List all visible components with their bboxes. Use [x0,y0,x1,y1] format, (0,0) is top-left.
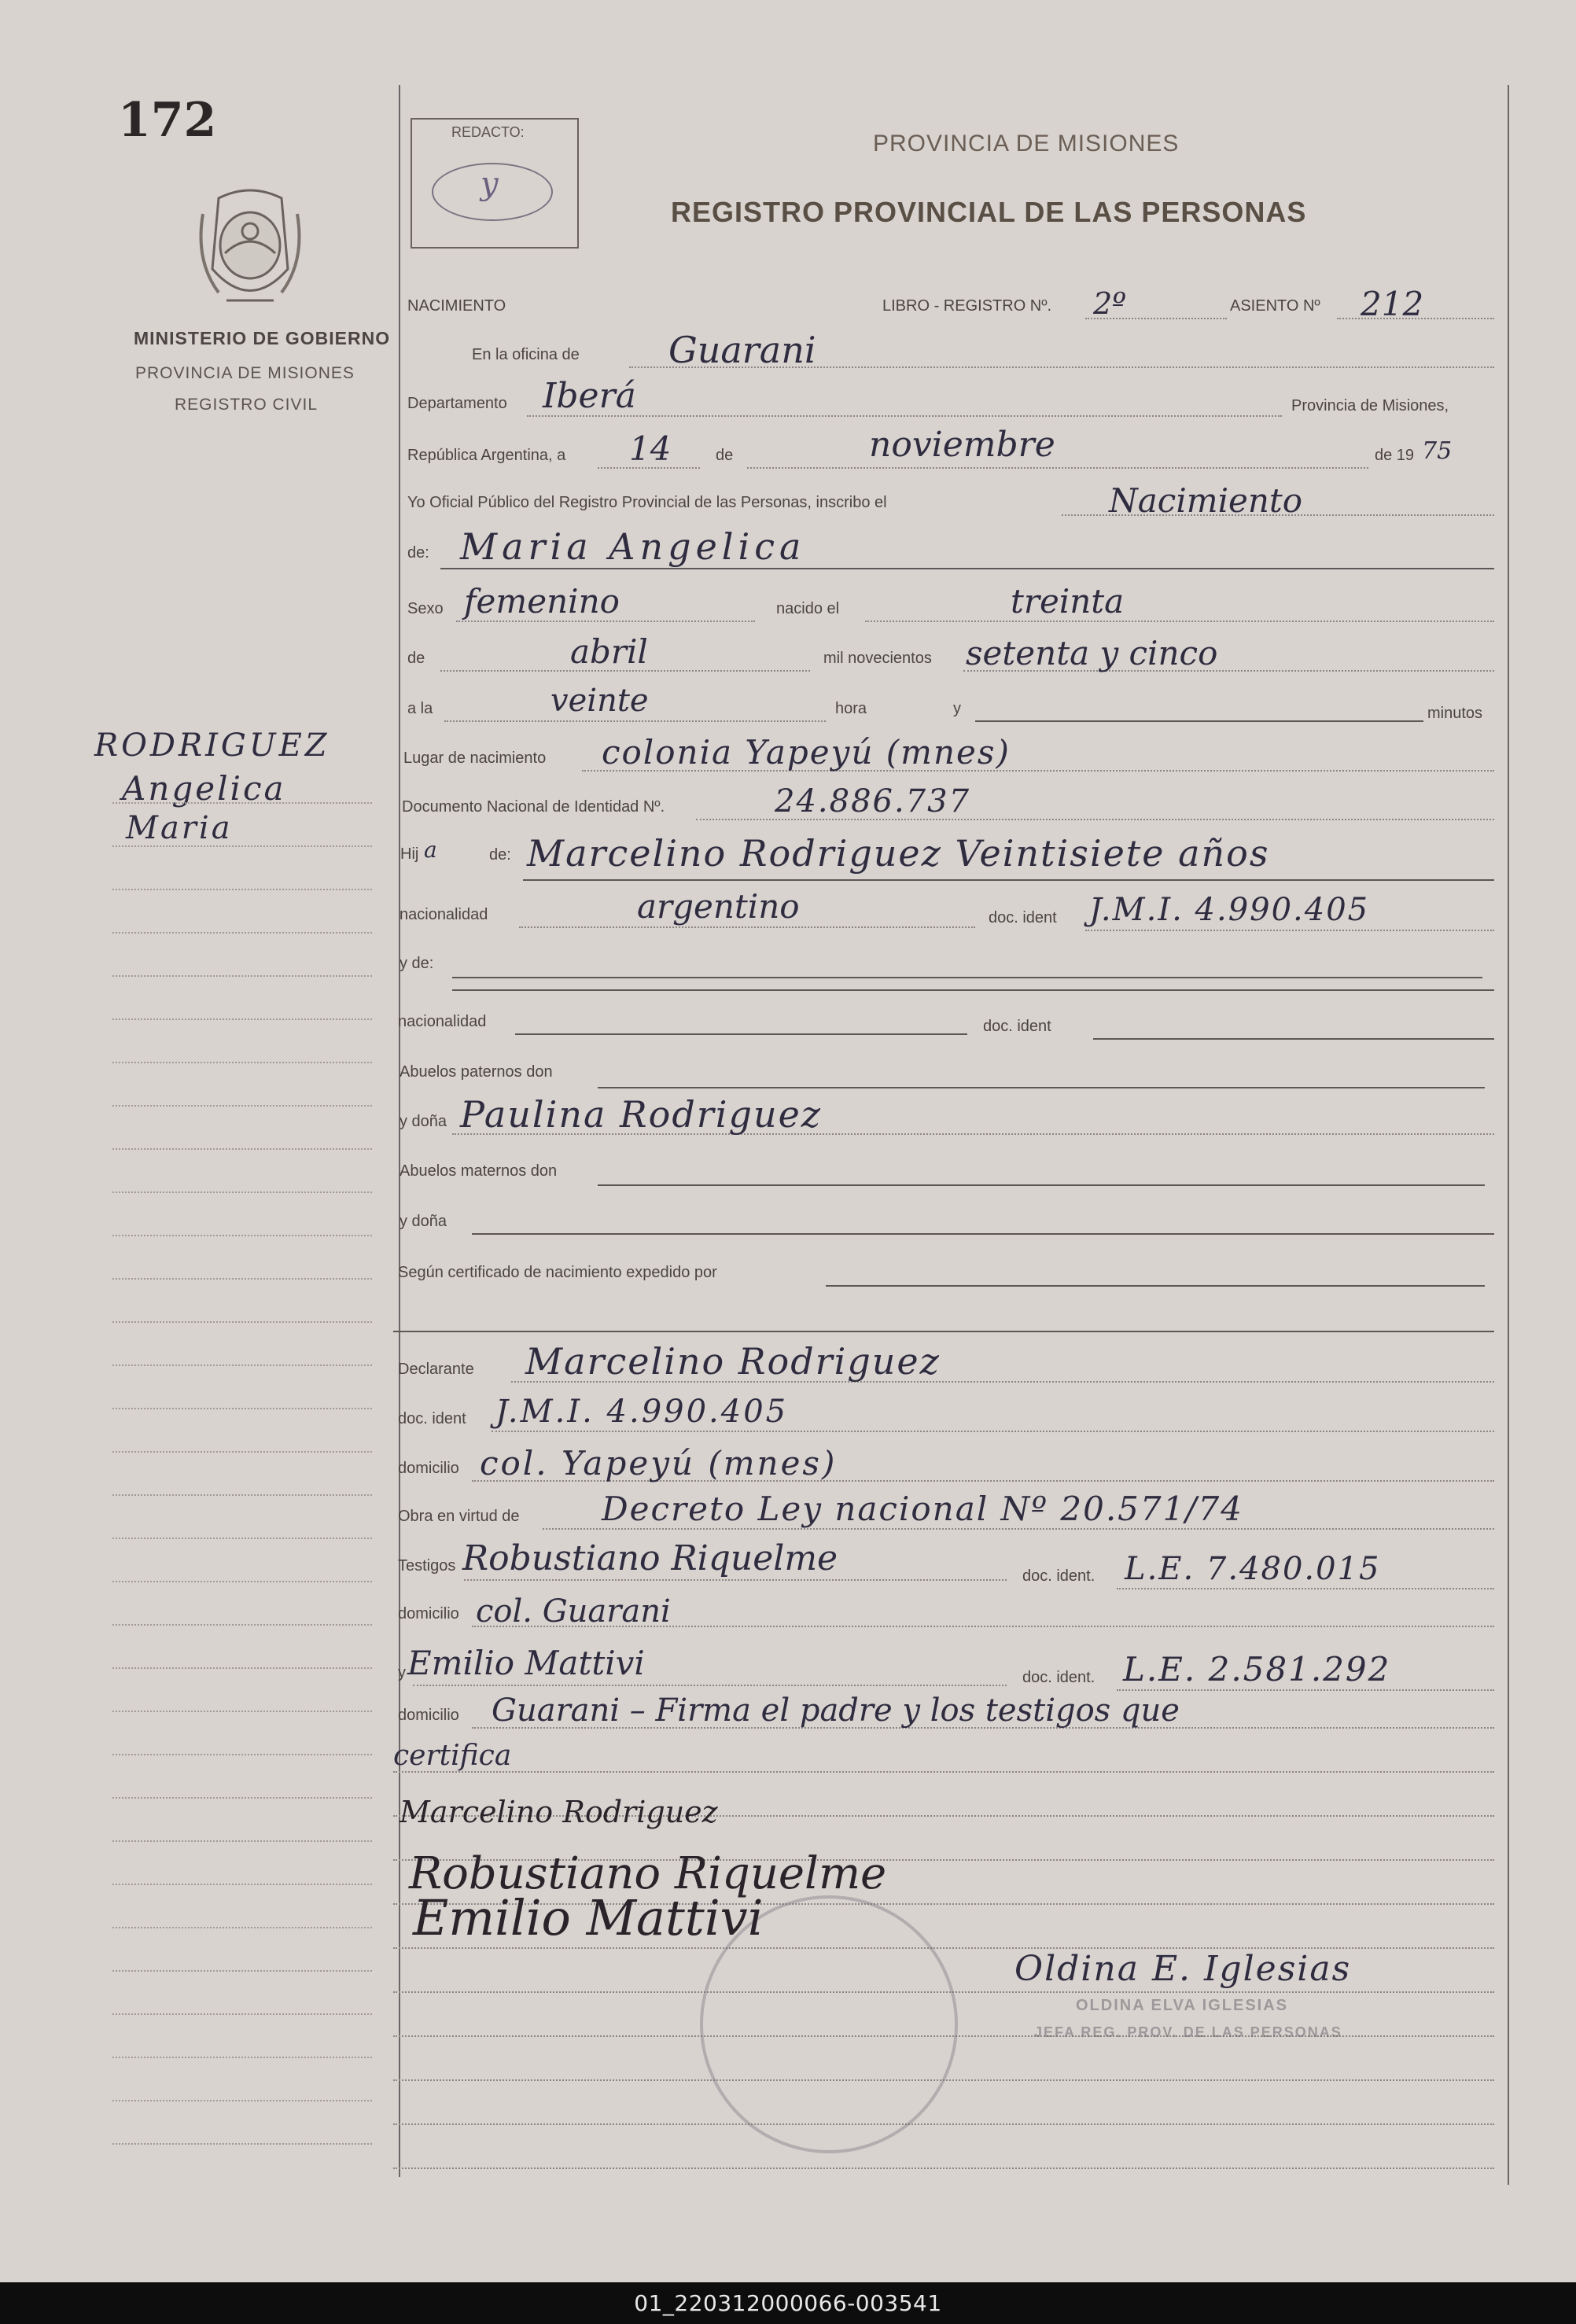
value-lugar: colonia Yapeyú (mnes) [602,733,1011,772]
label-y-testigo2: y [398,1664,406,1681]
value-testigo1: Robustiano Riquelme [462,1538,838,1578]
signature-witness2: Emilio Mattivi [413,1889,764,1946]
label-minutos: minutos [1427,705,1483,722]
label-domicilio-2: domicilio [398,1605,459,1622]
page-number: 172 [118,93,217,148]
label-de-year: de 19 [1375,447,1415,464]
label-nacimiento: NACIMIENTO [407,297,506,315]
value-testigo2: Emilio Mattivi [407,1644,645,1682]
value-nacionalidad: argentino [637,887,800,926]
frame-left-line [399,85,400,2177]
value-testigo2-doc: L.E. 2.581.292 [1123,1650,1391,1689]
redacto-box [411,118,579,249]
label-y-dona-2: y doña [400,1213,447,1230]
value-hij-suffix: a [424,837,437,863]
label-doc-ident-5: doc. ident. [1022,1669,1095,1686]
value-padre: Marcelino Rodriguez Veintisiete años [527,832,1270,875]
value-nacido-anio: setenta y cinco [966,634,1218,672]
label-y-de: y de: [400,955,434,972]
stamp-name: OLDINA ELVA IGLESIAS [1076,1997,1289,2014]
label-domicilio: domicilio [398,1460,459,1477]
ministry-name: MINISTERIO DE GOBIERNO [134,328,391,348]
value-abuela-paterna: Paulina Rodriguez [460,1093,823,1136]
margin-note-surname: RODRIGUEZ [94,727,330,764]
signature-witness1: Robustiano Riquelme [409,1848,887,1899]
label-de-name: de: [407,544,429,562]
signature-official: Oldina E. Iglesias [1014,1949,1352,1989]
label-de-mes-nac: de [407,650,425,667]
value-libro: 2º [1093,286,1127,321]
margin-note-name1: Angelica [122,769,286,808]
value-declarante: Marcelino Rodriguez [525,1340,941,1383]
label-libro: LIBRO - REGISTRO Nº. [882,297,1052,315]
value-obra: Decreto Ley nacional Nº 20.571/74 [602,1490,1243,1528]
ministry-province: PROVINCIA DE MISIONES [135,364,355,382]
label-a-la: a la [407,700,433,717]
value-testigo1-doc: L.E. 7.480.015 [1125,1551,1381,1587]
label-republica: República Argentina, a [407,447,566,464]
value-mes: noviembre [869,425,1055,465]
label-doc-ident-2: doc. ident [983,1018,1051,1035]
label-hora: hora [835,700,867,717]
label-doc-ident-4: doc. ident. [1022,1567,1095,1585]
value-nombre: Maria Angelica [460,525,806,568]
label-domicilio-3: domicilio [398,1707,459,1724]
label-testigos: Testigos [398,1557,456,1575]
signature-father: Marcelino Rodriguez [400,1795,718,1829]
value-testigo2-dom-line1: Guarani – Firma el padre y los testigos que [492,1692,1180,1729]
label-oficina: En la oficina de [472,346,580,363]
frame-right-line [1508,85,1509,2185]
value-nacido-mes: abril [570,632,648,671]
margin-note-name2: Maria [126,810,233,846]
label-doc-ident: doc. ident [989,909,1057,926]
label-nacido: nacido el [776,600,840,617]
label-y-dona: y doña [400,1113,447,1130]
value-oficina: Guarani [668,329,816,371]
label-asiento: ASIENTO Nº [1230,297,1320,315]
ministry-registry: REGISTRO CIVIL [175,396,319,414]
label-y-min: y [953,700,961,717]
registry-title: REGISTRO PROVINCIAL DE LAS PERSONAS [671,196,1307,228]
label-declarante: Declarante [398,1361,474,1378]
label-nacionalidad-2: nacionalidad [398,1013,487,1030]
stamp-title: JEFA REG. PROV. DE LAS PERSONAS [1034,2024,1342,2040]
label-de-father: de: [489,846,511,864]
value-declarante-doc: J.M.I. 4.990.405 [495,1394,789,1430]
province-heading: PROVINCIA DE MISIONES [873,131,1180,157]
value-dni: 24.886.737 [775,783,971,819]
file-caption: 01_220312000066-003541 [0,2282,1576,2324]
label-nacionalidad: nacionalidad [400,906,488,923]
label-hij: Hij [400,845,419,863]
value-nacido-dia: treinta [1011,582,1125,621]
label-yo-oficial: Yo Oficial Público del Registro Provincial de las Personas, inscribo el [407,494,887,511]
value-domicilio: col. Yapeyú (mnes) [480,1444,838,1482]
coat-of-arms-icon [195,182,305,316]
value-hora: veinte [550,683,649,719]
label-de-mes: de [716,447,734,464]
value-dia: 14 [629,429,672,468]
value-testigo1-dom: col. Guarani [476,1593,671,1630]
label-departamento: Departamento [407,395,507,412]
value-padre-doc: J.M.I. 4.990.405 [1089,892,1370,928]
value-asiento: 212 [1361,285,1424,323]
label-mil: mil novecientos [823,650,932,667]
value-year-suffix: 75 [1422,437,1453,465]
label-obra: Obra en virtud de [398,1508,520,1525]
redacto-mark: y [432,163,553,221]
label-documento: Documento Nacional de Identidad Nº. [402,798,665,816]
value-departamento: Iberá [543,376,636,416]
label-sexo: Sexo [407,600,444,617]
label-abuelos-maternos: Abuelos maternos don [400,1162,558,1180]
value-testigo2-dom-line2: certifica [393,1740,512,1772]
value-sexo: femenino [464,582,620,621]
label-provincia: Provincia de Misiones, [1291,397,1449,414]
redacto-label: REDACTO: [451,124,525,140]
label-segun: Según certificado de nacimiento expedido por [398,1264,717,1281]
label-doc-ident-3: doc. ident [398,1410,466,1427]
label-abuelos-paternos: Abuelos paternos don [400,1063,553,1081]
value-acto: Nacimiento [1109,481,1303,520]
label-lugar: Lugar de nacimiento [403,749,547,767]
